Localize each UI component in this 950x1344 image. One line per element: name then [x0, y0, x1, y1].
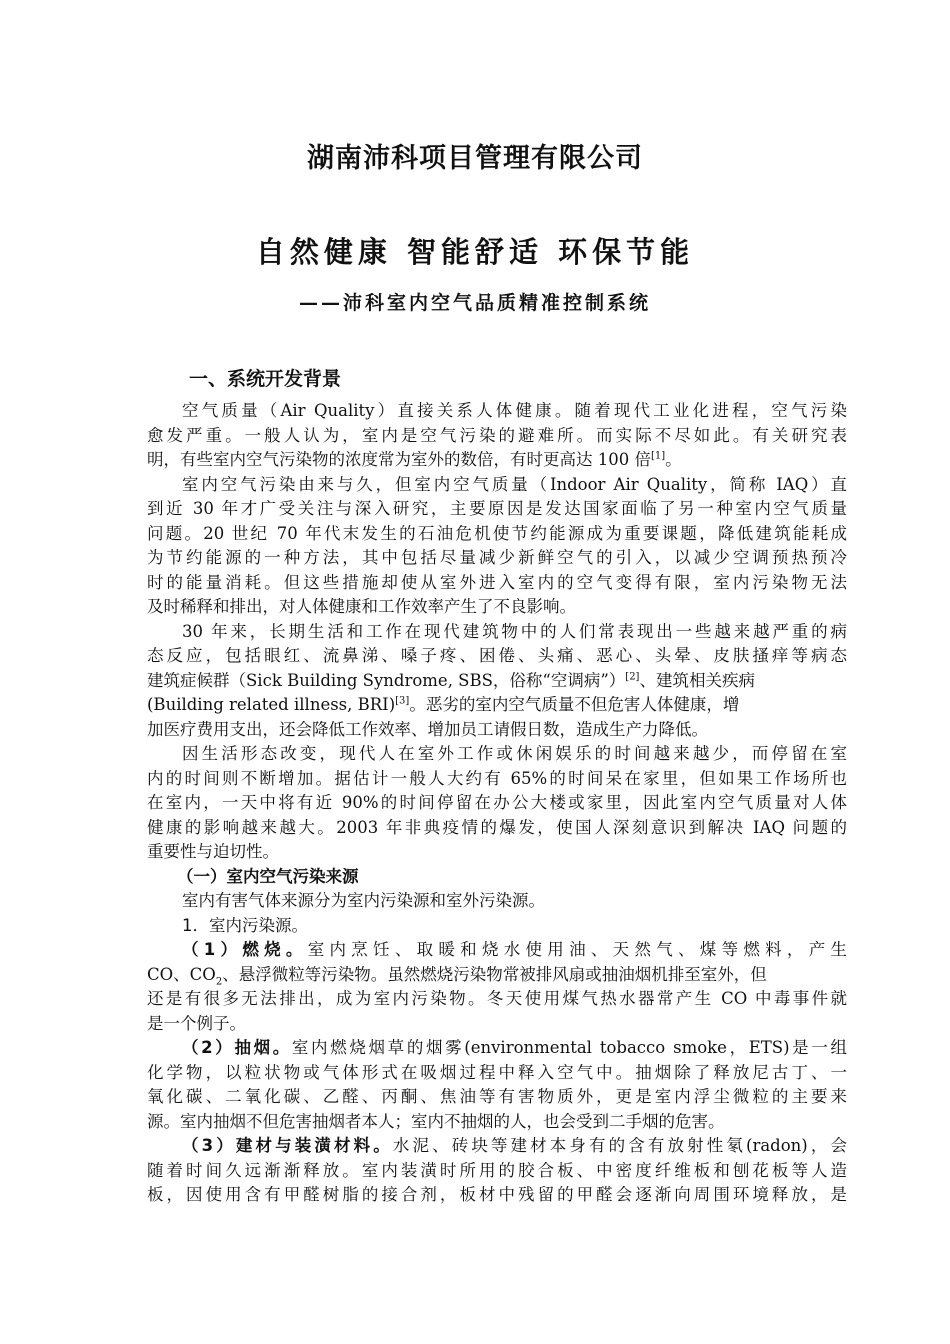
paragraph-line: 氧化碳、二氧化碳、乙醛、丙酮、焦油等有害物质外，更是室内浮尘微粒的主要来 [147, 1087, 847, 1106]
paragraph-line: (Building related illness, BRI)[3]。恶劣的室内空气质量不但危害人体健康，增 [147, 695, 740, 714]
citation-2: [2] [625, 671, 640, 682]
paragraph-line: 问题。20 世纪 70 年代末发生的石油危机使节约能源成为重要课题，降低建筑能耗成 [147, 523, 847, 543]
paragraph-line: 健康的影响越来越大。2003 年非典疫情的爆发，使国人深刻意识到解决 IAQ 问题的 [147, 817, 847, 837]
body-text [147, 399, 847, 1208]
subsection-heading: （一）室内空气污染来源 [177, 866, 359, 886]
paragraph-line: 因生活形态改变，现代人在室外工作或休闲娱乐的时间越来越少，而停留在室 [182, 744, 847, 763]
paragraph-line: 内的时间则不断增加。据估计一般人大约有 65%的时间呆在家里，但如果工作场所也 [147, 768, 847, 788]
paragraph-line: 空气质量（Air Quality）直接关系人体健康。随着现代工业化进程，空气污染 [182, 401, 847, 420]
item-label: （3）建材与装潢材料。 [182, 1136, 393, 1155]
paragraph-line: 愈发严重。一般人认为，室内是空气污染的避难所。而实际不尽如此。有关研究表 [147, 425, 847, 445]
paragraph-line: 时的能量消耗。但这些措施却使从室外进入室内的空气变得有限，室内污染物无法 [147, 572, 847, 592]
slogan: 自然健康 智能舒适 环保节能 [255, 235, 695, 269]
paragraph-line: 室内空气污染由来与久，但室内空气质量（Indoor Air Quality，简称 IAQ）直 [182, 474, 847, 494]
subtitle: ——沛科室内空气品质精准控制系统 [298, 292, 651, 314]
paragraph-line: （3）建材与装潢材料。水泥、砖块等建材本身有的含有放射性氡(radon)，会 [182, 1136, 847, 1155]
paragraph-line: 及时稀释和排出，对人体健康和工作效率产生了不良影响。 [147, 597, 576, 616]
paragraph-line: 加医疗费用支出，还会降低工作效率、增加员工请假日数，造成生产力降低。 [147, 719, 708, 739]
paragraph-line: 明，有些室内空气污染物的浓度常为室外的数倍，有时更高达 100 倍[1]。 [147, 450, 682, 469]
paragraph-line: 在室内，一天中将有近 90%的时间停留在办公大楼或家里，因此室内空气质量对人体 [147, 793, 847, 812]
citation-1: [1] [650, 450, 666, 462]
section-heading-background: 一、系统开发背景 [189, 368, 342, 390]
paragraph-line: 是一个例子。 [147, 1013, 246, 1033]
paragraph-line: 态反应，包括眼红、流鼻涕、嗓子疼、困倦、头痛、恶心、头晕、皮肤搔痒等病态 [147, 646, 847, 665]
paragraph-line: 随着时间久远渐渐释放。室内装潢时所用的胶合板、中密度纤维板和刨花板等人造 [147, 1160, 847, 1180]
paragraph-line: 室内有害气体来源分为室内污染源和室外污染源。 [182, 891, 545, 910]
paragraph-line: （1）燃烧。室内烹饪、取暖和烧水使用油、天然气、煤等燃料，产生 [182, 940, 848, 959]
paragraph-line: 建筑症候群（Sick Building Syndrome, SBS，俗称“空调病”）[2]、建筑相关疾病 [147, 670, 755, 690]
paragraph-line: 30 年来，长期生活和工作在现代建筑物中的人们常表现出一些越来越严重的病 [182, 621, 847, 641]
item-label: （1）燃烧。 [182, 940, 308, 959]
paragraph-line: CO、$CO_2$、悬浮微粒等污染物。虽然燃烧污染物常被排风扇或抽油烟机排至室外，但 [147, 964, 767, 987]
paragraph-line: （2）抽烟。室内燃烧烟草的烟雾(environmental tobacco smoke，ETS)是一组 [182, 1038, 847, 1057]
item-label: （2）抽烟。 [182, 1038, 292, 1057]
paragraph-line: 到近 30 年才广受关注与深入研究，主要原因是发达国家面临了另一种室内空气质量 [147, 499, 847, 518]
paragraph-line: 为节约能源的一种方法，其中包括尽量减少新鲜空气的引入，以减少空调预热预冷 [147, 548, 847, 567]
company-name: 湖南沛科项目管理有限公司 [307, 143, 643, 174]
paragraph-line: 重要性与迫切性。 [147, 842, 279, 861]
citation-3: [3] [395, 695, 410, 707]
list-item-heading: 1．室内污染源。 [182, 915, 308, 935]
paragraph-line: 源。室内抽烟不但危害抽烟者本人；室内不抽烟的人，也会受到二手烟的危害。 [147, 1111, 725, 1131]
paragraph-line: 还是有很多无法排出，成为室内污染物。冬天使用煤气热水器常产生 CO 中毒事件就 [147, 989, 847, 1008]
paragraph-line: 化学物，以粒状物或气体形式在吸烟过程中释入空气中。抽烟除了释放尼古丁、一 [147, 1062, 847, 1082]
paragraph-line: 板，因使用含有甲醛树脂的接合剂，板材中残留的甲醛会逐渐向周围环境释放，是 [147, 1185, 847, 1204]
